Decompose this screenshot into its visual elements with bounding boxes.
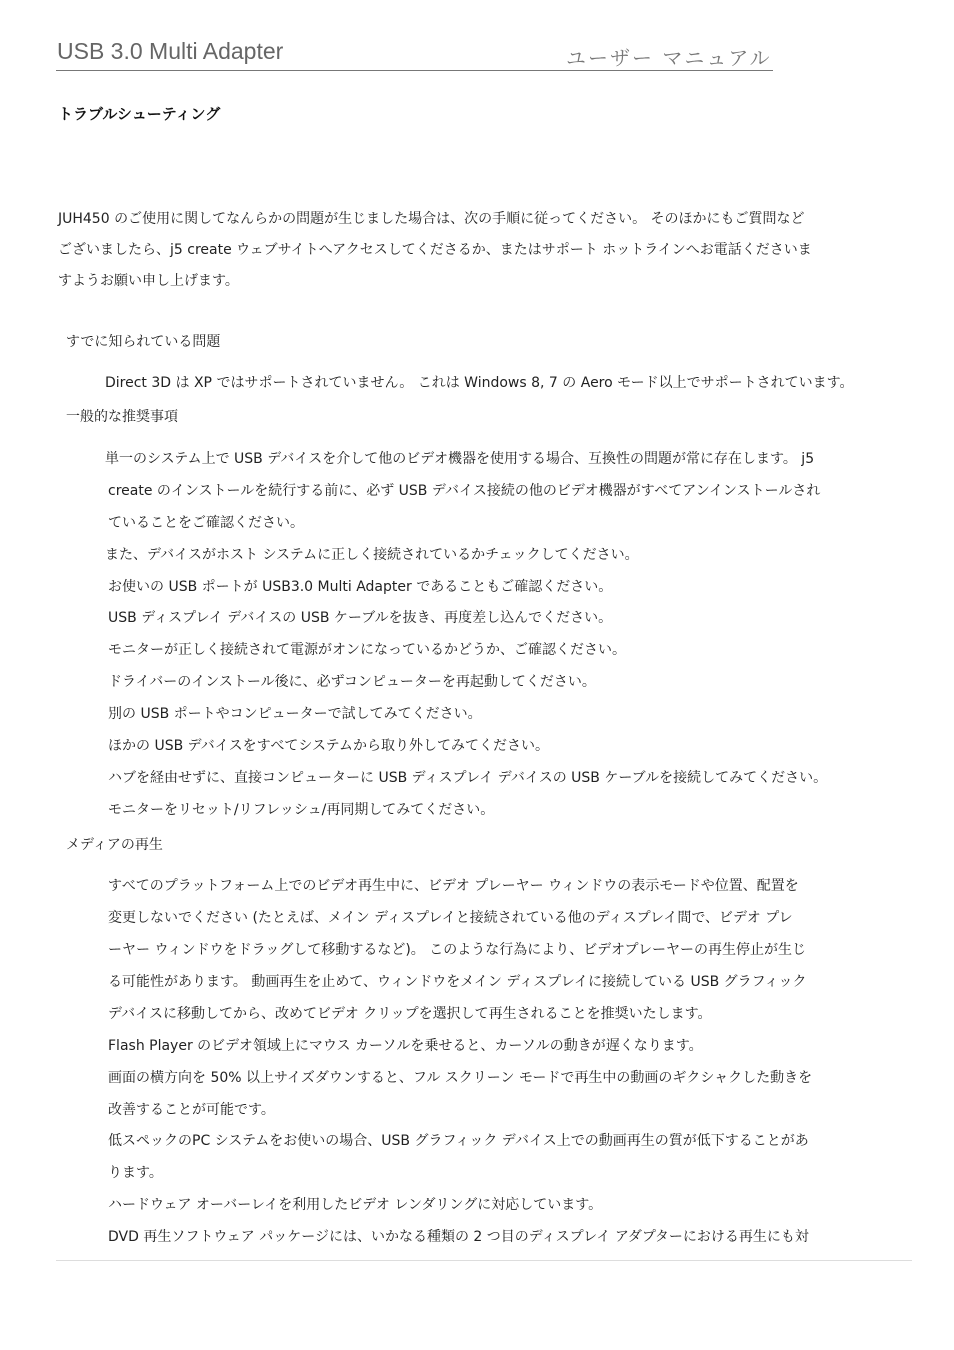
header-divider — [56, 70, 773, 71]
general-line: モニターをリセット/リフレッシュ/再同期してみてください。 — [108, 802, 495, 818]
intro-line: すようお願い申し上げます。 — [58, 273, 239, 289]
media-playback-heading: メディアの再生 — [66, 837, 163, 853]
media-line: すべてのプラットフォーム上でのビデオ再生中に、ビデオ プレーヤー ウィンドウの表示モードや位置、配置を — [108, 878, 799, 894]
intro-line: ございましたら、j5 create ウェブサイトへアクセスしてくださるか、またはサポート ホットラインへお電話くださいま — [58, 242, 812, 258]
media-line: ハードウェア オーバーレイを利用したビデオ レンダリングに対応しています。 — [108, 1197, 603, 1213]
general-line: create のインストールを続行する前に、必ず USB デバイス接続の他のビデオ機器がすべてアンインストールされ — [108, 483, 821, 499]
intro-line: JUH450 のご使用に関してなんらかの問題が生じました場合は、次の手順に従ってください。 そのほかにもご質問など — [58, 211, 805, 227]
section-title: トラブルシューティング — [58, 105, 221, 123]
general-line: また、デバイスがホスト システムに正しく接続されているかチェックしてください。 — [105, 547, 639, 563]
media-line: 変更しないでください (たとえば、メイン ディスプレイと接続されている他のディスプレイ間で、ビデオ プレ — [108, 910, 793, 926]
known-issue-item: Direct 3D は XP ではサポートされていません。 これは Windows 8, 7 の Aero モード以上でサポートされています。 — [105, 375, 854, 391]
media-line: 改善することが可能です。 — [108, 1102, 275, 1118]
media-line: ーヤー ウィンドウをドラッグして移動するなど)。 このような行為により、ビデオプレーヤーの再生停止が生じ — [108, 942, 806, 958]
general-line: ハブを経由せずに、直接コンピューターに USB ディスプレイ デバイスの USB ケーブルを接続してみてください。 — [108, 770, 828, 786]
document-title: USB 3.0 Multi Adapter — [57, 38, 284, 64]
media-line: ります。 — [108, 1165, 163, 1181]
footer-divider — [56, 1260, 912, 1261]
general-line: ほかの USB デバイスをすべてシステムから取り外してみてください。 — [108, 738, 549, 754]
media-line: デバイスに移動してから、改めてビデオ クリップを選択して再生されることを推奨いたします。 — [108, 1006, 712, 1022]
media-line: る可能性があります。 動画再生を止めて、ウィンドウをメイン ディスプレイに接続している USB グラフィック — [108, 974, 807, 990]
general-line: ていることをご確認ください。 — [108, 515, 304, 531]
general-line: USB ディスプレイ デバイスの USB ケーブルを抜き、再度差し込んでください。 — [108, 610, 613, 626]
media-line: Flash Player のビデオ領域上にマウス カーソルを乗せると、カーソルの動きが遅くなります。 — [108, 1038, 703, 1054]
general-line: モニターが正しく接続されて電源がオンになっているかどうか、ご確認ください。 — [108, 642, 626, 658]
intro-paragraph — [58, 204, 918, 297]
media-line: 画面の横方向を 50% 以上サイズダウンすると、フル スクリーン モードで再生中の動画のギクシャクした動きを — [108, 1070, 813, 1086]
general-recommendations-heading: 一般的な推奨事項 — [66, 409, 178, 425]
general-line: 別の USB ポートやコンピューターで試してみてください。 — [108, 706, 482, 722]
general-line: 単一のシステム上で USB デバイスを介して他のビデオ機器を使用する場合、互換性の問題が常に存在します。 j5 — [105, 451, 815, 467]
general-line: ドライバーのインストール後に、必ずコンピューターを再起動してください。 — [108, 674, 596, 690]
known-issues-heading: すでに知られている問題 — [66, 334, 221, 350]
media-line: DVD 再生ソフトウェア パッケージには、いかなる種類の 2 つ目のディスプレイ アダプターにおける再生にも対 — [108, 1229, 809, 1245]
media-line: 低スペックのPC システムをお使いの場合、USB グラフィック デバイス上での動画再生の質が低下することがあ — [108, 1133, 809, 1149]
general-line: お使いの USB ポートが USB3.0 Multi Adapter であることもご確認ください。 — [108, 579, 613, 595]
document-subtitle: ユーザー マニュアル — [566, 46, 772, 70]
